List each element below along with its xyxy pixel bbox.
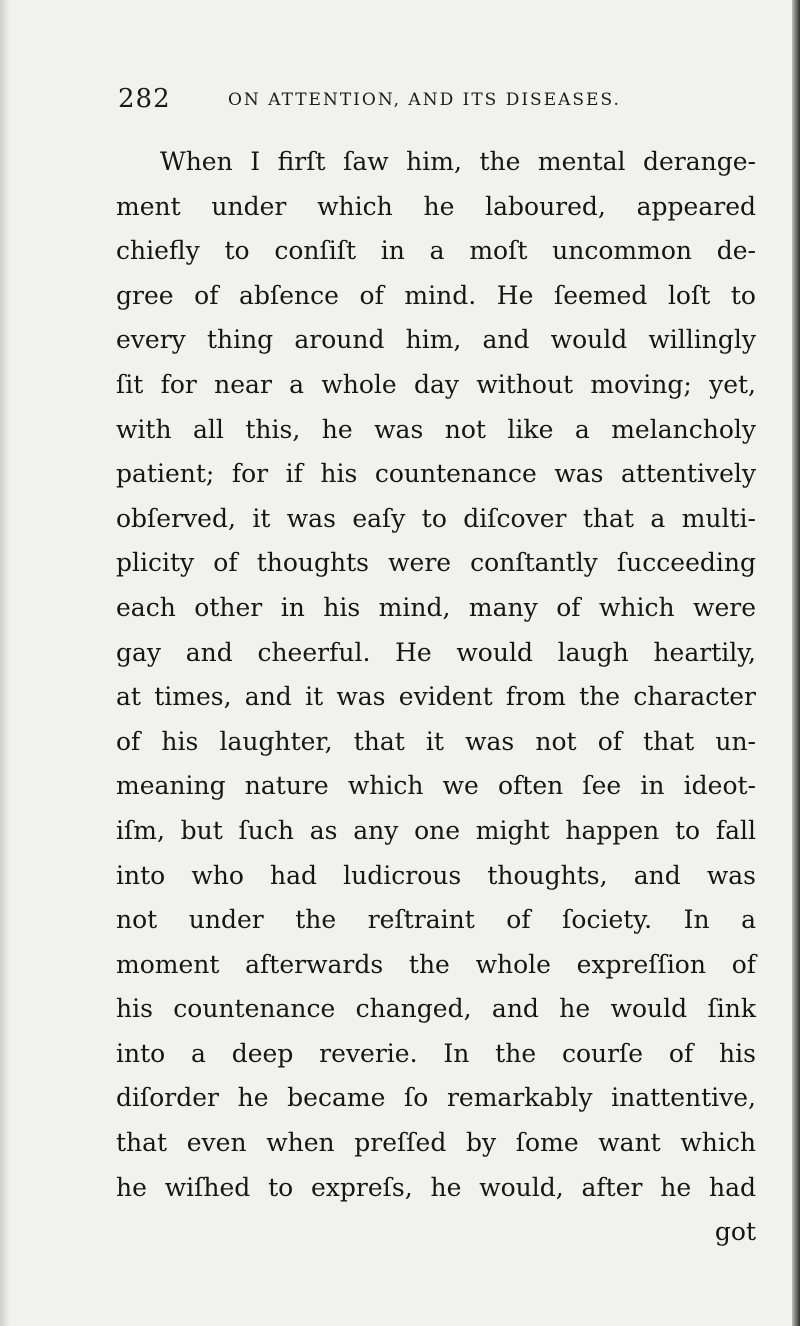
running-head: ON ATTENTION, AND ITS DISEASES. bbox=[228, 90, 621, 110]
text-line: not under the reſtraint of ſociety. In a bbox=[116, 905, 756, 935]
text-line: chiefly to conſiſt in a moſt uncommon de- bbox=[116, 236, 756, 266]
text-line: into who had ludicrous thoughts, and was bbox=[116, 860, 756, 890]
text-line: diſorder he became ſo remarkably inattentive, bbox=[116, 1083, 756, 1113]
text-line: ſit for near a whole day without moving; yet, bbox=[116, 369, 756, 399]
text-line: gay and cheerful. He would laugh heartily, bbox=[116, 637, 756, 667]
text-line: every thing around him, and would willingly bbox=[116, 325, 756, 355]
text-line: that even when preſſed by ſome want which bbox=[116, 1128, 756, 1158]
text-line: gree of abſence of mind. He ſeemed loſt to bbox=[116, 280, 756, 310]
text-line: meaning nature which we often ſee in ideot- bbox=[116, 771, 756, 801]
text-line: moment afterwards the whole expreſſion of bbox=[116, 949, 756, 979]
catchword: got bbox=[714, 1217, 756, 1247]
text-line: with all this, he was not like a melancholy bbox=[116, 414, 756, 444]
text-line: of his laughter, that it was not of that un- bbox=[116, 726, 756, 756]
page-number: 282 bbox=[118, 84, 171, 114]
body-text bbox=[116, 140, 756, 1255]
text-line: iſm, but ſuch as any one might happen to fall bbox=[116, 815, 756, 845]
text-line: When I firſt ſaw him, the mental derange- bbox=[160, 147, 756, 176]
page-header bbox=[118, 84, 718, 120]
text-line: obſerved, it was eaſy to diſcover that a multi- bbox=[116, 503, 756, 533]
text-line: into a deep reverie. In the courſe of his bbox=[116, 1038, 756, 1068]
text-line: his countenance changed, and he would ſink bbox=[116, 994, 756, 1024]
text-line: at times, and it was evident from the character bbox=[116, 682, 756, 712]
text-line: each other in his mind, many of which were bbox=[116, 592, 756, 622]
text-line: plicity of thoughts were conſtantly ſucceeding bbox=[116, 548, 756, 578]
text-line: he wiſhed to expreſs, he would, after he had bbox=[116, 1172, 756, 1202]
text-line: ment under which he laboured, appeared bbox=[116, 191, 756, 221]
text-line: patient; for if his countenance was attentively bbox=[116, 459, 756, 489]
